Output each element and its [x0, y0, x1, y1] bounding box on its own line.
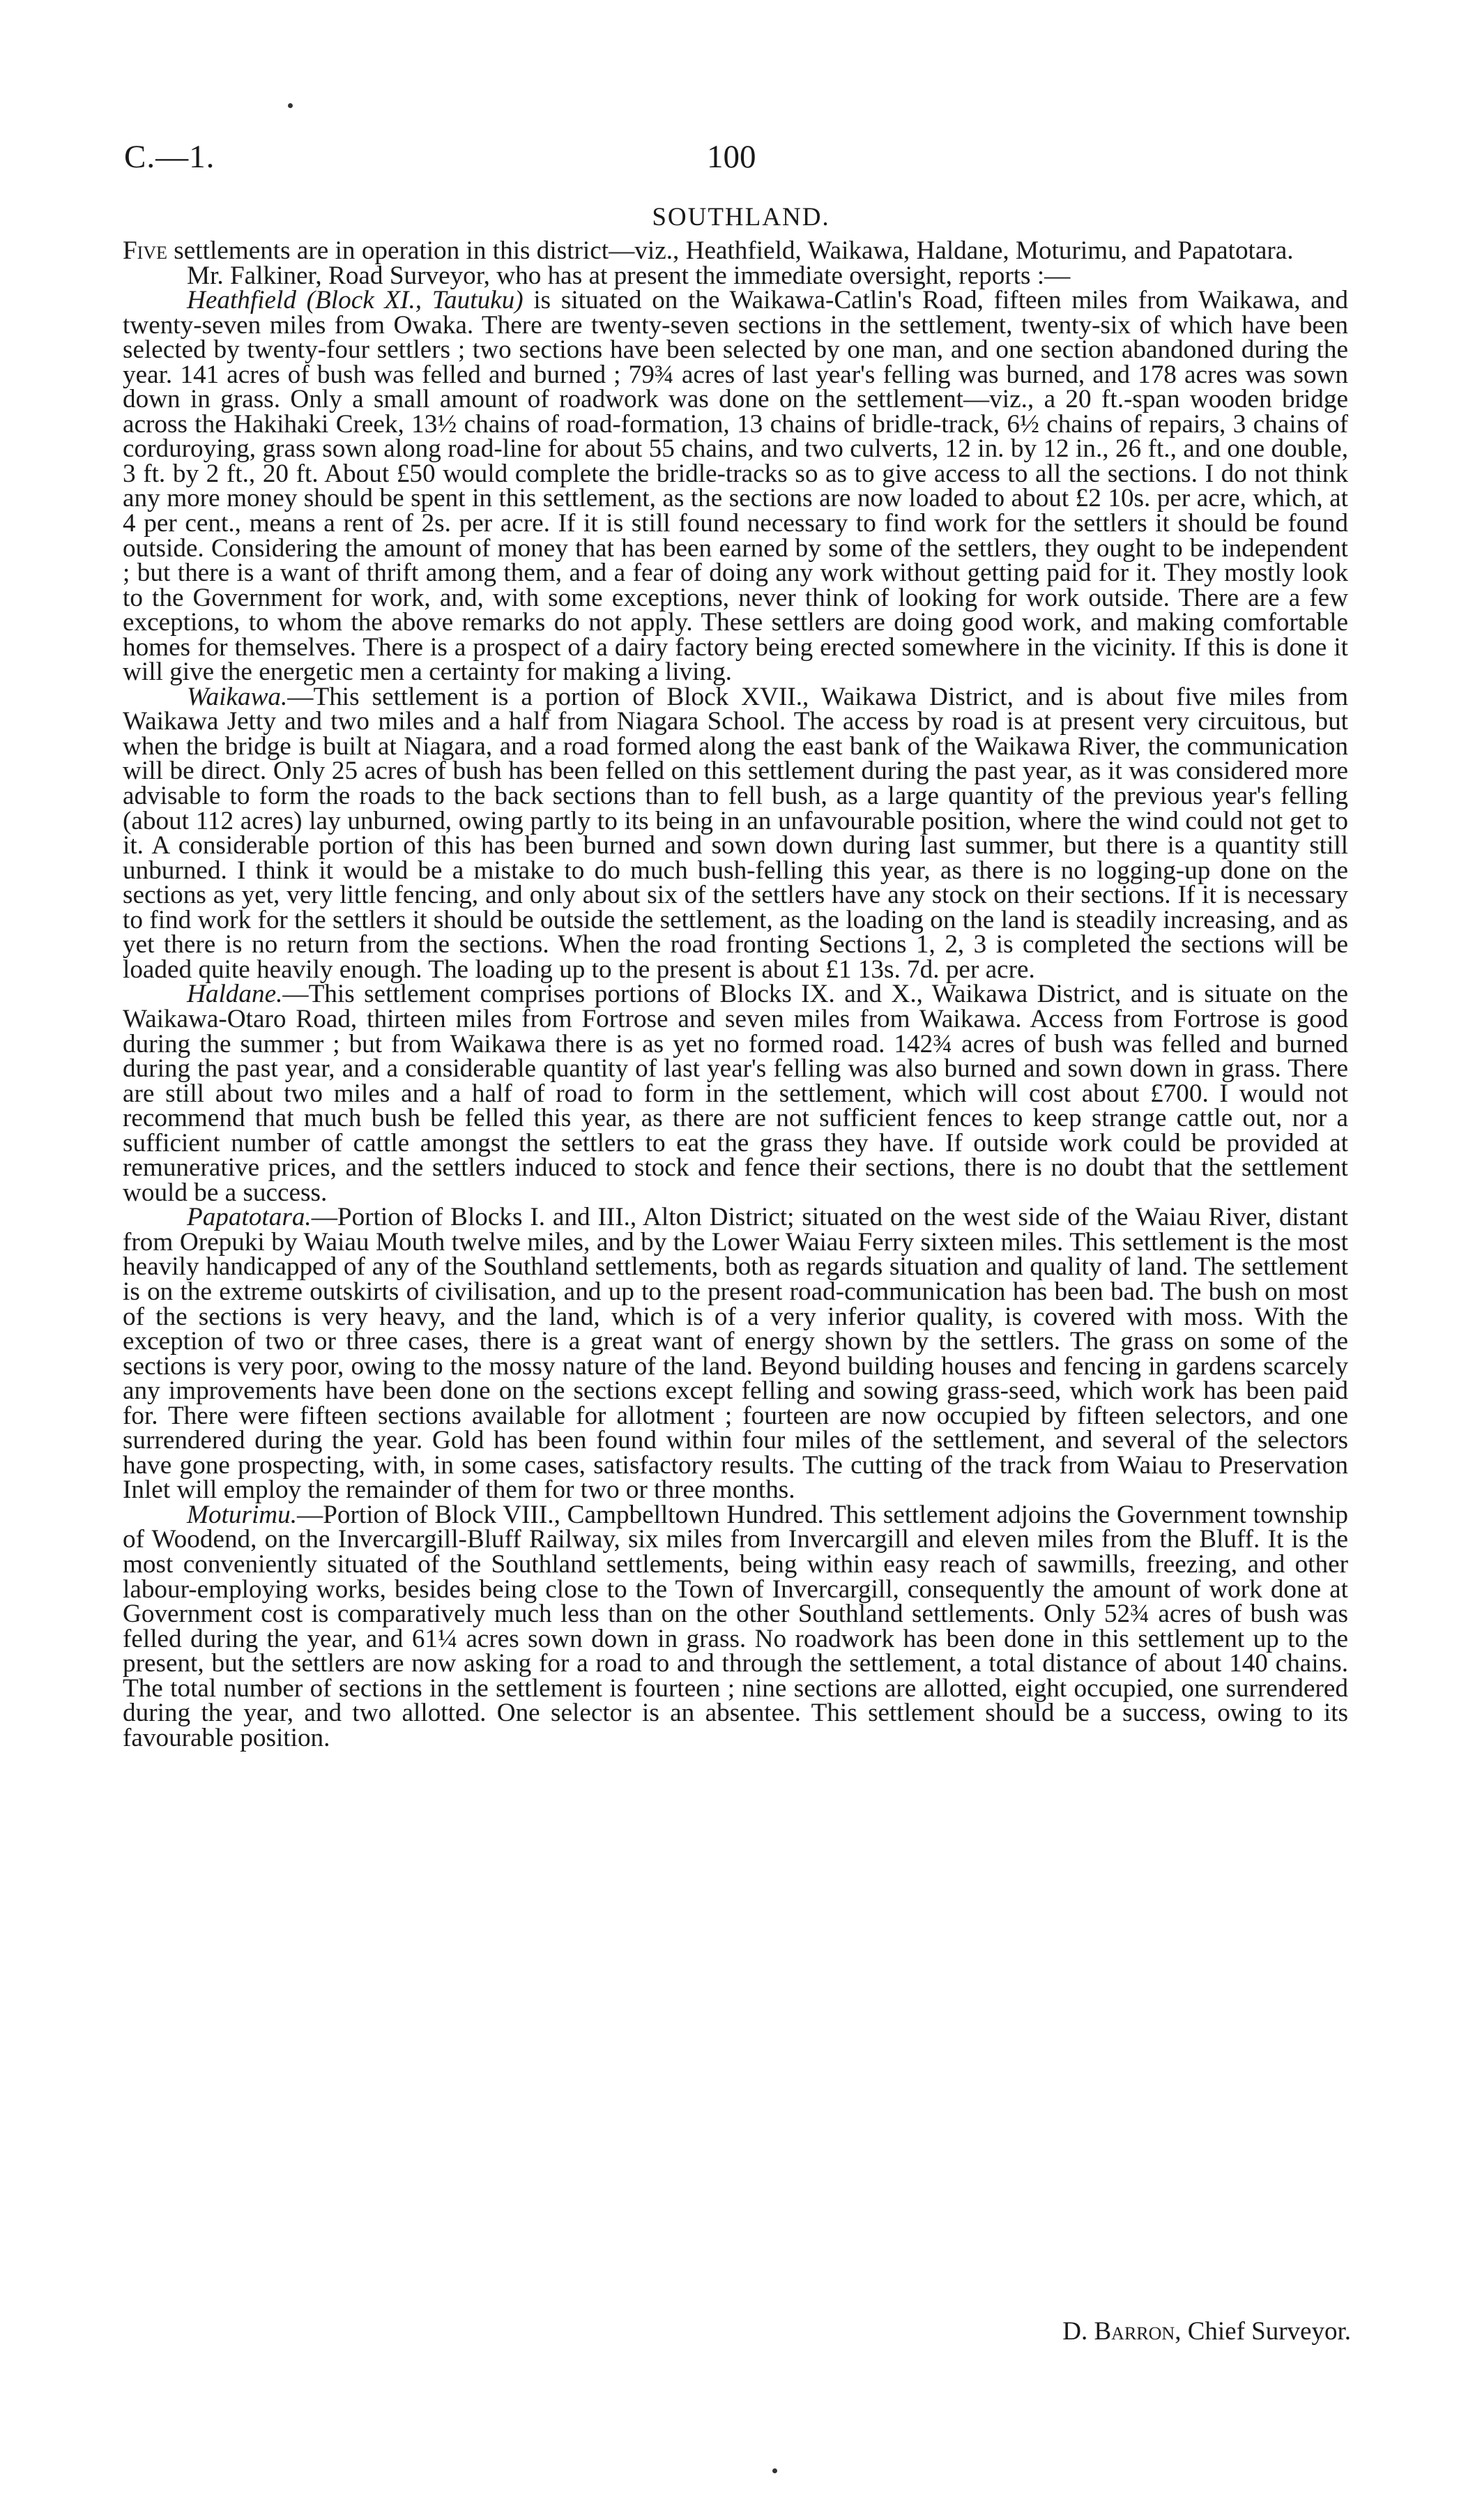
waikawa-paragraph — [123, 682, 1348, 984]
papatotara-text: —Portion of Blocks I. and III., Alton District; situated on the west side of the Waiau River, distant from Orepuki by Waiau Mouth twelve miles, and by the Lower Waiau Ferry sixteen miles. This settlement is the most heavily handicapped of any of the Southland settlements, both as regards situation and quality of land. The settlement is on the extreme outskirts of civilisation, and up to the present road-communication has been bad. The bush on most of the sections is very heavy, and the land, which is of a very inferior quality, is covered with moss. With the exception of two or three cases, there is a great want of energy shown by the settlers. The grass on some of the sections is very poor, owing to the mossy nature of the land. Beyond building houses and fencing in gardens scarcely any improvements have been done on the sections except felling and sowing grass-seed, which work has been paid for. There were fifteen sections available for allotment ; fourteen are now occupied by fifteen selectors, and one surrendered during the year. Gold has been found within four miles of the settlement, and several of the selectors have gone prospecting, with, in some cases, satisfactory results. The cutting of the track from Waiau to Preservation Inlet will employ the remainder of them for two or three months. — [123, 1203, 1348, 1505]
heathfield-paragraph — [123, 288, 1348, 685]
heathfield-heading: Heathfield (Block XI., Tautuku) — [187, 286, 524, 315]
report-intro-paragraph: Mr. Falkiner, Road Surveyor, who has at present the immediate oversight, reports :— — [187, 261, 1071, 290]
section-code: C.—1. — [124, 139, 215, 175]
waikawa-text: —This settlement is a portion of Block XVII., Waikawa District, and is about five miles from Waikawa Jetty and two miles and a half from Niagara School. The access by road is at present very circuitous, but when the bridge is built at Niagara, and a road formed along the east bank of the Waikawa River, the communication will be direct. Only 25 acres of bush has been felled on this settlement during the past year, as it was considered more advisable to form the roads to the back sections than to fell bush, as a large quantity of the previous year's felling (about 112 acres) lay unburned, owing partly to its being in an unfavourable position, where the wind could not get to it. A considerable portion of this has been burned and sown down during last summer, but there is a quantity still unburned. I think it would be a mistake to do much bush-felling this year, as there is no logging-up done on the sections as yet, very little fencing, and only about six of the settlers have any stock on their sections. If it is necessary to find work for the settlers it should be outside the settlement, as the loading on the land is steadily increasing, and as yet there is no return from the sections. When the road fronting Sections 1, 2, 3 is completed the sections will be loaded quite heavily enough. The loading up to the present is about £1 13s. 7d. per acre. — [123, 682, 1348, 984]
haldane-heading: Haldane. — [187, 980, 283, 1009]
moturimu-heading: Moturimu. — [187, 1500, 298, 1529]
papatotara-paragraph — [123, 1205, 1348, 1503]
report-body — [123, 238, 1348, 1750]
scan-speck — [772, 2468, 777, 2473]
signature — [1062, 2316, 1351, 2346]
intro-text: settlements are in operation in this district—viz., Heathfield, Waikawa, Haldane, Moturimu, and Papatotara. — [167, 236, 1294, 265]
moturimu-text: —Portion of Block VIII., Campbelltown Hundred. This settlement adjoins the Government township of Woodend, on the Invercargill-Bluff Railway, six miles from Invercargill and eleven miles from the Bluff. It is the most conveniently situated of the Southland settlements, being within easy reach of sawmills, freezing, and other labour-employing works, besides being close to the Town of Invercargill, consequently the amount of work done at Government cost is comparatively much less than on the other Southland settlements. Only 52¾ acres of bush was felled during the year, and 61¼ acres sown down in grass. No roadwork has been done in this settlement up to the present, but the settlers are now asking for a road to and through the settlement, a total distance of about 140 chains. The total number of sections in the settlement is fourteen ; nine sections are allotted, eight occupied, one surrendered during the year, and two allotted. One selector is an absentee. This settlement should be a success, owing to its favourable position. — [123, 1500, 1348, 1752]
waikawa-heading: Waikawa. — [187, 682, 288, 711]
page-number: 100 — [707, 139, 756, 175]
haldane-paragraph — [123, 982, 1348, 1205]
intro-lead: Five — [123, 236, 167, 265]
papatotara-heading: Papatotara. — [187, 1203, 312, 1232]
haldane-text: —This settlement comprises portions of Blocks IX. and X., Waikawa District, and is situate on the Waikawa-Otaro Road, thirteen miles from Fortrose and seven miles from Waikawa. Access from Fortrose is good during the summer ; but from Waikawa there is as yet no formed road. 142¾ acres of bush was felled and burned during the past year, and a considerable quantity of last year's felling was also burned and sown down in grass. There are still about two miles and a half of road to form in the settlement, which will cost about £700. I would not recommend that much bush be felled this year, as there are not sufficient fences to keep strange cattle out, nor a sufficient number of cattle amongst the settlers to eat the grass they have. If outside work could be provided at remunerative prices, and the settlers induced to stock and fence their sections, there is no doubt that the settlement would be a success. — [123, 980, 1348, 1207]
intro-paragraph — [123, 238, 1348, 264]
page-title: SOUTHLAND. — [652, 203, 830, 231]
moturimu-paragraph — [123, 1500, 1348, 1752]
scan-speck — [288, 103, 293, 108]
signature-name: D. Barron — [1062, 2317, 1175, 2346]
signature-title: , Chief Surveyor. — [1175, 2317, 1351, 2346]
heathfield-text: is situated on the Waikawa-Catlin's Road, fifteen miles from Waikawa, and twenty-seven miles from Owaka. There are twenty-seven sections in the settlement, twenty-six of which have been selected by twenty-four settlers ; two sections have been selected by one man, and one section abandoned during the year. 141 acres of bush was felled and burned ; 79¾ acres of last year's felling was burned, and 178 acres was sown down in grass. Only a small amount of roadwork was done on the settlement—viz., a 20 ft.-span wooden bridge across the Hakihaki Creek, 13½ chains of road-formation, 13 chains of bridle-track, 6½ chains of repairs, 3 chains of corduroying, grass sown along road-line for about 55 chains, and two culverts, 12 in. by 12 in., 26 ft., and one double, 3 ft. by 2 ft., 20 ft. About £50 would complete the bridle-tracks so as to give access to all the sections. I do not think any more money should be spent in this settlement, as the sections are now loaded to about £2 10s. per acre, which, at 4 per cent., means a rent of 2s. per acre. If it is still found necessary to find work for the settlers it should be found outside. Considering the amount of money that has been earned by some of the settlers, they ought to be independent ; but there is a want of thrift among them, and a fear of doing any work without getting paid for it. They mostly look to the Government for work, and, with some exceptions, never think of looking for work outside. There are a few exceptions, to whom the above remarks do not apply. These settlers are doing good work, and making comfortable homes for themselves. There is a prospect of a dairy factory being erected somewhere in the vicinity. If this is done it will give the energetic men a certainty for making a living. — [123, 286, 1348, 687]
